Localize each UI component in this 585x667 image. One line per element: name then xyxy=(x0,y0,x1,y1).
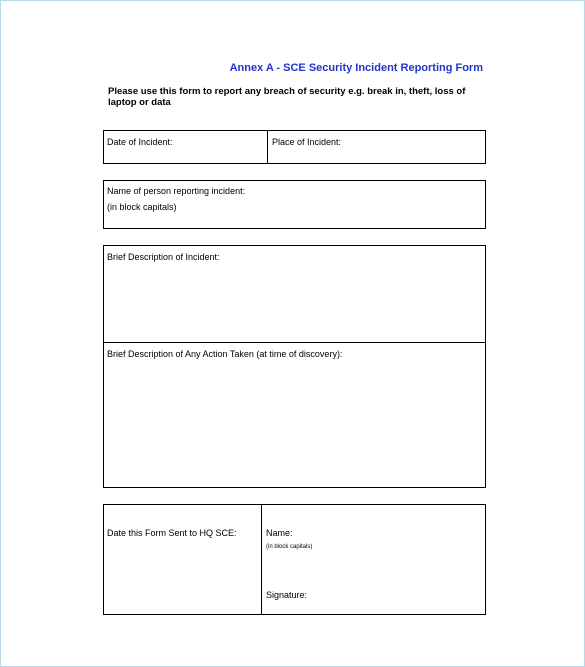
form-title: Annex A - SCE Security Incident Reporting Form xyxy=(229,62,483,74)
descriptions-box xyxy=(103,245,486,488)
reporter-name-box xyxy=(103,180,486,229)
signature-label: Signature: xyxy=(266,590,308,600)
name-hint: (in block capitals) xyxy=(266,544,313,550)
incident-date-place-box xyxy=(103,130,486,164)
reporter-name-label: Name of person reporting incident: xyxy=(107,186,246,196)
place-of-incident-label: Place of Incident: xyxy=(272,137,342,147)
date-place-divider xyxy=(267,131,268,163)
incident-description-label: Brief Description of Incident: xyxy=(107,252,220,262)
descriptions-divider xyxy=(104,342,485,343)
submission-divider xyxy=(261,505,262,614)
date-sent-label: Date this Form Sent to HQ SCE: xyxy=(107,528,237,538)
submission-box xyxy=(103,504,486,615)
name-label: Name: xyxy=(266,528,293,538)
form-intro: Please use this form to report any breach of security e.g. break in, theft, loss of laptop or data xyxy=(108,86,466,108)
reporter-name-hint: (in block capitals) xyxy=(107,202,177,212)
date-of-incident-label: Date of Incident: xyxy=(107,137,173,147)
action-description-label: Brief Description of Any Action Taken (at time of discovery): xyxy=(107,349,343,359)
